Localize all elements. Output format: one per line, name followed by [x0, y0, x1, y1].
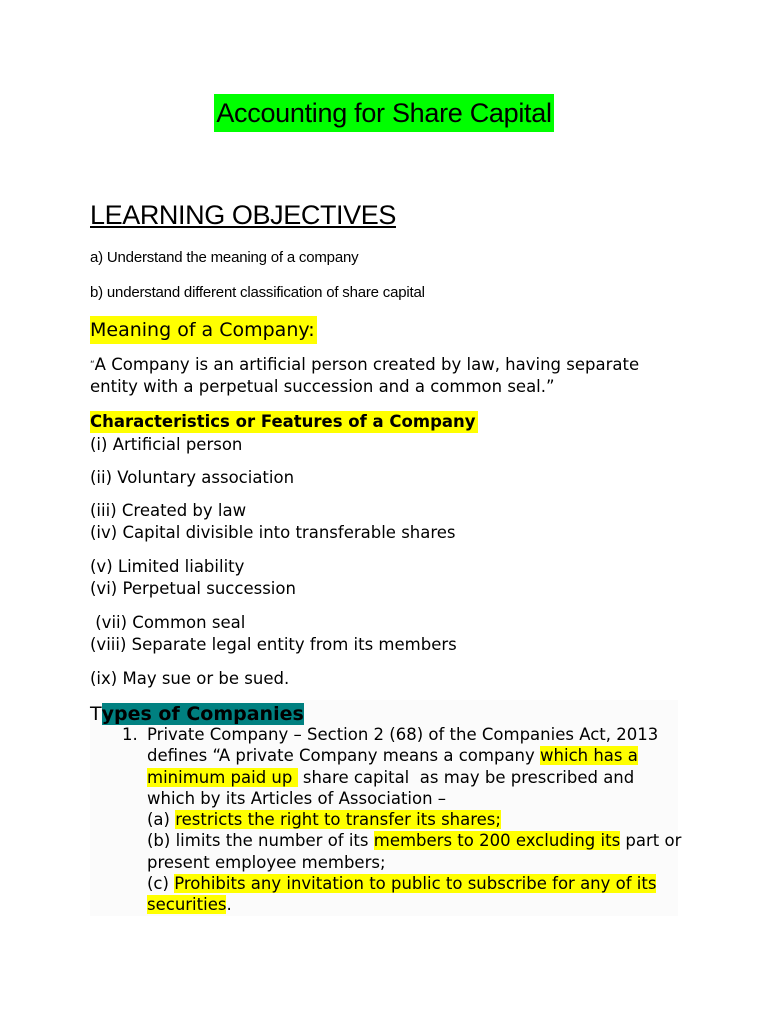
title-container [0, 94, 768, 132]
private-line1: Private Company – Section 2 (68) of the Companies Act, 2013 defines “A private Company means a company [147, 725, 659, 766]
clause-b-rest: part or present employee members; [147, 831, 682, 872]
private-company-item [122, 724, 682, 916]
objective-item: b) understand different classification of share capital [90, 284, 425, 301]
meaning-heading: Meaning of a Company: [90, 316, 317, 344]
characteristics-heading: Characteristics or Features of a Company [90, 412, 476, 431]
objective-item: a) Understand the meaning of a company [90, 249, 359, 266]
clause-b-text: members to 200 excluding its [373, 831, 621, 851]
feature-item: (viii) Separate legal entity from its members [90, 635, 457, 654]
clause-a-label: (a) [147, 810, 176, 830]
clause-c-label: (c) [147, 874, 175, 894]
list-number: 1. [122, 725, 138, 744]
feature-item: (ii) Voluntary association [90, 468, 295, 487]
open-quote: “ [90, 360, 95, 370]
types-heading [90, 702, 304, 726]
private-company-text [147, 724, 682, 916]
clause-c-text: Prohibits any invitation to public to subscribe for any of its securities [147, 874, 657, 915]
types-heading-rest: ypes of Companies [101, 703, 304, 725]
clause-b-label: (b) limits the number of its [147, 831, 374, 851]
feature-item: (vi) Perpetual succession [90, 579, 296, 598]
clause-c-end: . [226, 895, 232, 915]
clause-a-text: restricts the right to transfer its shares; [175, 810, 501, 830]
feature-item: (v) Limited liability [90, 557, 245, 576]
feature-item: (ix) May sue or be sued. [90, 669, 290, 688]
feature-item: (vii) Common seal [90, 613, 246, 632]
learning-objectives-heading: LEARNING OBJECTIVES [90, 200, 396, 230]
private-line2: share capital as may be prescribed and which by its Articles of Association – [147, 767, 640, 808]
company-definition [90, 354, 690, 398]
document-title: Accounting for Share Capital [214, 94, 553, 132]
feature-item: (iv) Capital divisible into transferable shares [90, 523, 456, 542]
feature-item: (i) Artificial person [90, 435, 243, 454]
definition-text: A Company is an artificial person created by law, having separate entity with a perpetual succession and a common seal.” [90, 355, 640, 396]
types-heading-first-letter: T [90, 703, 102, 725]
feature-item: (iii) Created by law [90, 501, 247, 520]
private-highlight-paid-up: which has a minimum paid up [147, 746, 638, 787]
